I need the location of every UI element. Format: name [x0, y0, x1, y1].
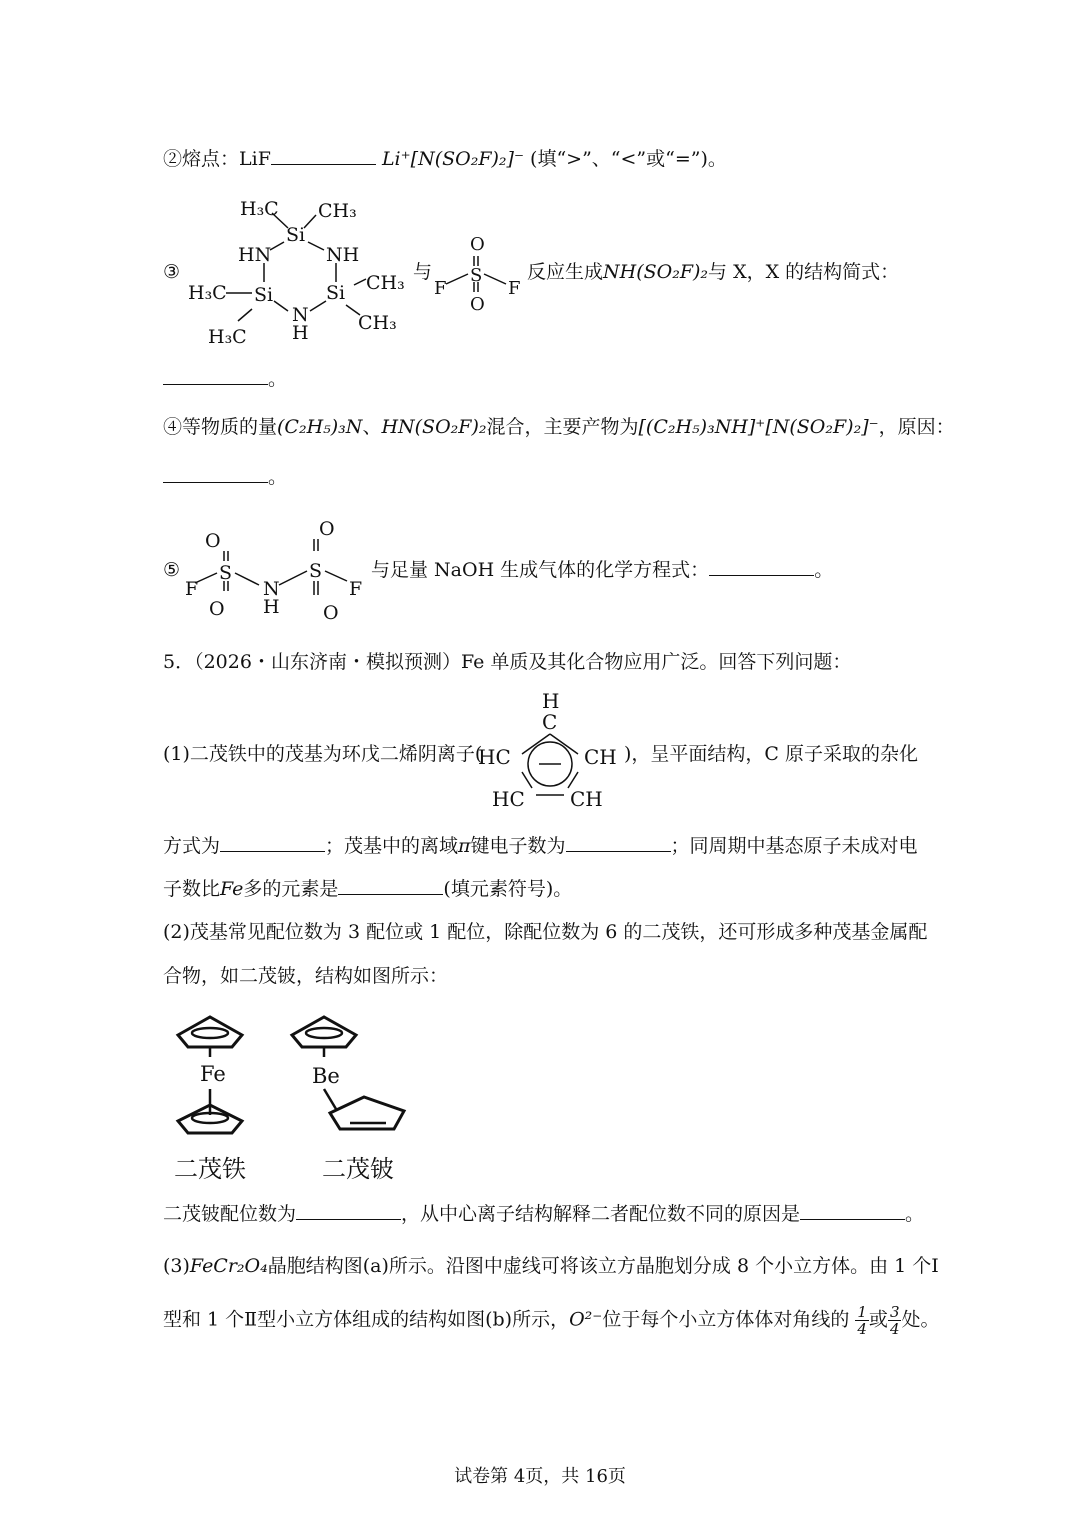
hybridization-blank[interactable] — [220, 833, 325, 852]
ring-h: H — [542, 689, 560, 713]
p5-s1i: (填元素符号)。 — [443, 878, 573, 900]
beryllocene-caption: 二茂铍 — [322, 1155, 394, 1183]
p5-s1g: 子数比 — [163, 878, 221, 900]
p5-s1h: 多的元素是 — [243, 878, 339, 900]
cyclopentadienyl-anion-structure — [470, 689, 630, 814]
label-o-bottom: O — [470, 294, 485, 315]
q4-line — [163, 413, 955, 441]
q3-text2: 与 X，X 的结构简式： — [708, 261, 900, 283]
q4-sep: 、 — [362, 416, 382, 438]
p5-s1f: ；同周期中基态原子未成对电 — [670, 835, 918, 857]
p5-s1d: ；茂基中的离域 — [325, 835, 459, 857]
fe-symbol: Fe — [220, 878, 244, 900]
oxide-ion: O²⁻ — [569, 1308, 603, 1331]
label-o-top: O — [470, 234, 485, 255]
ring-hc-bottom: HC — [492, 787, 525, 811]
ferrocene-caption: 二茂铁 — [174, 1155, 246, 1183]
label-si-left: Si — [254, 284, 274, 306]
label-h3c-left: H₃C — [188, 282, 227, 304]
cyclotrisilazane-structure — [180, 195, 420, 355]
q5-answer-blank[interactable] — [709, 557, 814, 576]
q3-text-line — [527, 258, 899, 286]
q2-line — [163, 145, 727, 173]
label-ch3-top: CH₃ — [318, 200, 357, 222]
label-h-bottom: H — [292, 322, 309, 344]
p5-s1-line1 — [163, 740, 482, 768]
page-footer: 试卷第 4页，共 16页 — [454, 1466, 626, 1487]
p5-s2e: 。 — [905, 1203, 925, 1225]
label-hn: HN — [238, 244, 272, 266]
label-s1: S — [219, 562, 233, 584]
fecr2o4-formula: FeCr₂O₄ — [189, 1255, 268, 1277]
label-si-top: Si — [286, 224, 306, 246]
q4-answer-blank[interactable] — [163, 464, 268, 483]
label-f2: F — [349, 578, 363, 600]
p5-s1-line2 — [163, 832, 918, 860]
q4-text1: ④等物质的量 — [163, 416, 278, 438]
be-label: Be — [312, 1064, 340, 1088]
ring-ch-right: CH — [584, 745, 617, 769]
p5-s1a: (1)二茂铁中的茂基为环戊二烯阴离子( — [163, 743, 483, 765]
q4-answer-line — [163, 463, 287, 491]
q2-compound: Li⁺[N(SO₂F)₂]⁻ — [381, 148, 524, 170]
problem5-header: 5．（2026・山东济南・模拟预测）Fe 单质及其化合物应用广泛。回答下列问题： — [163, 651, 852, 673]
label-nh: NH — [326, 244, 360, 266]
p5-s3e: 处。 — [901, 1308, 940, 1331]
label-si-right: Si — [326, 282, 346, 304]
q4-text3: ，原因： — [878, 416, 955, 438]
metallocene-figure — [160, 1005, 430, 1185]
p5-s3-line1 — [163, 1252, 939, 1280]
p5-s3-line2 — [163, 1304, 940, 1337]
label-o2: O — [209, 598, 225, 620]
label-f-left: F — [434, 278, 447, 299]
ring-hc-left: HC — [478, 745, 511, 769]
q3-answer-blank[interactable] — [163, 366, 268, 385]
p5-s2a: (2)茂基常见配位数为 3 配位或 1 配位，除配位数为 6 的二茂铁，还可形成多种茂基金属配 — [163, 921, 928, 943]
q3-end: 。 — [268, 368, 288, 390]
p5-s3a: (3) — [163, 1255, 190, 1277]
p5-or: 或 — [868, 1308, 888, 1331]
label-ch3-bottom: CH₃ — [358, 312, 397, 334]
p5-s2b: 合物，如二茂铍，结构如图所示： — [163, 965, 449, 987]
q3-answer-line — [163, 365, 287, 393]
p5-s3b: 晶胞结构图(a)所示。沿图中虚线可将该立方晶胞划分成 8 个小立方体。由 1 个Ⅰ — [267, 1255, 939, 1277]
label-n-bottom: N — [292, 304, 309, 326]
q5-end: 。 — [814, 559, 834, 581]
label-h: H — [263, 596, 280, 618]
ferrocene-top-ring — [178, 1017, 242, 1047]
p5-s3d: 位于每个小立方体体对角线的 — [602, 1308, 850, 1331]
element-blank[interactable] — [338, 876, 443, 895]
q2-hint: (填“>”、“<”或“=”)。 — [530, 148, 727, 170]
beryllocene-top-ring — [292, 1017, 356, 1047]
reason-blank[interactable] — [800, 1201, 905, 1220]
p5-s1b: )，呈平面结构，C 原子采取的杂化 — [624, 743, 918, 765]
label-o3: O — [319, 518, 335, 540]
q3-label: ③ — [163, 261, 181, 283]
q3-formula: NH(SO₂F)₂ — [603, 261, 709, 283]
q2-label: ②熔点：LiF — [163, 148, 271, 170]
coordination-number-blank[interactable] — [296, 1201, 401, 1220]
fraction-one-quarter: $\frac{1}{4}$ — [857, 1303, 867, 1338]
q5-label: ⑤ — [163, 559, 181, 581]
sulfonylimide-structure — [183, 515, 373, 630]
fe-label: Fe — [200, 1062, 226, 1086]
p5-s3c: 型和 1 个Ⅱ型小立方体组成的结构如图(b)所示， — [163, 1308, 570, 1331]
sulfuryl-fluoride-structure — [430, 230, 530, 315]
label-o1: O — [205, 530, 221, 552]
q4-end: 。 — [268, 466, 288, 488]
label-n: N — [263, 578, 280, 600]
label-s: S — [470, 265, 483, 286]
p5-s1-line3 — [163, 875, 572, 903]
label-s2: S — [309, 560, 323, 582]
q5-text: 与足量 NaOH 生成气体的化学方程式： — [371, 559, 710, 581]
pi-electron-blank[interactable] — [566, 833, 671, 852]
label-ch3-right: CH₃ — [366, 272, 405, 294]
q5-text-line — [371, 556, 833, 584]
label-f1: F — [185, 578, 199, 600]
p5-s2-answer-line — [163, 1200, 924, 1228]
ring-ch-bottom: CH — [570, 787, 603, 811]
p5-s2c: 二茂铍配位数为 — [163, 1203, 297, 1225]
q3-text: 反应生成 — [527, 261, 604, 283]
q3-and: 与 — [413, 261, 433, 283]
pi-symbol: π — [458, 835, 471, 857]
q4-formula2: HN(SO₂F)₂ — [381, 416, 487, 438]
p5-s1e: 键电子数为 — [470, 835, 566, 857]
q4-formula1: (C₂H₅)₃N — [277, 416, 363, 438]
p5-s1c: 方式为 — [163, 835, 221, 857]
q4-text2: 混合，主要产物为 — [486, 416, 639, 438]
fraction-three-quarters: $\frac{3}{4}$ — [889, 1303, 900, 1338]
ring-c: C — [542, 710, 558, 734]
label-h3c-bottom: H₃C — [208, 326, 247, 348]
p5-s2d: ，从中心离子结构解释二者配位数不同的原因是 — [401, 1203, 801, 1225]
q2-answer-blank[interactable] — [271, 146, 376, 165]
q4-product: [(C₂H₅)₃NH]⁺[N(SO₂F)₂]⁻ — [638, 416, 879, 438]
label-f-right: F — [508, 278, 521, 299]
label-h3c-top: H₃C — [240, 198, 279, 220]
label-o4: O — [323, 602, 339, 624]
